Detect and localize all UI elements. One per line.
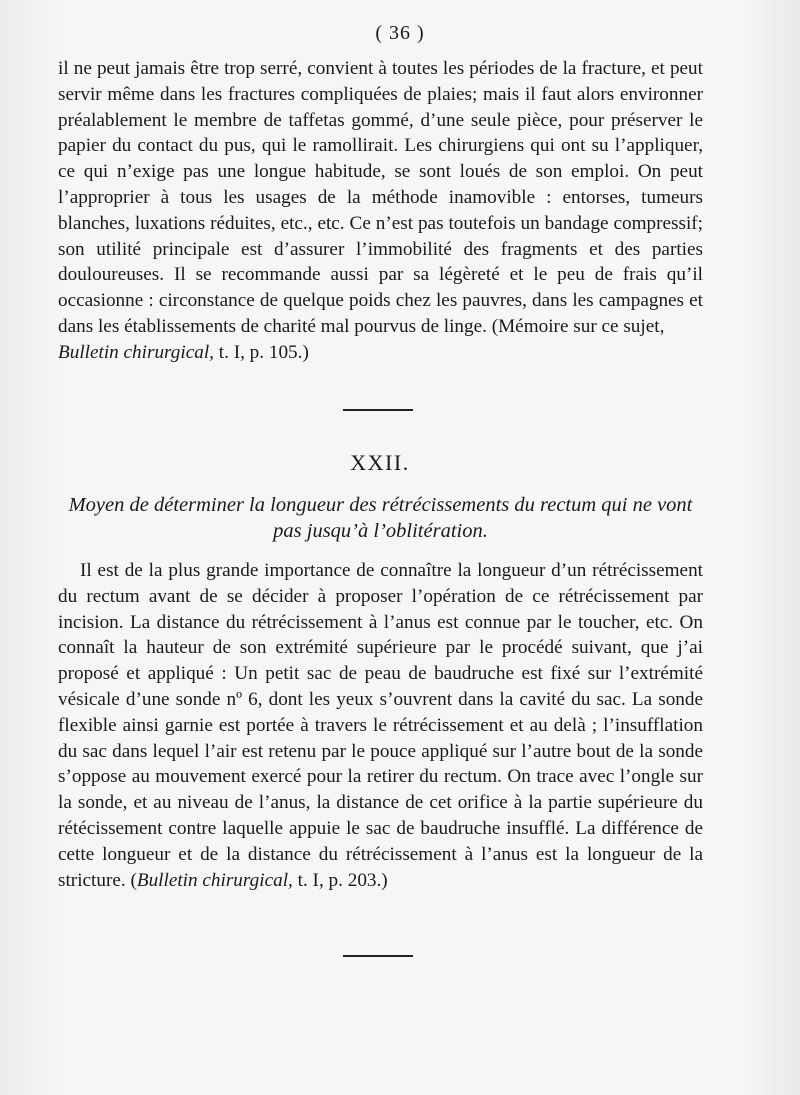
section-title: Moyen de déterminer la longueur des rétrécissements du rectum qui ne vont pas jusqu’à l’oblitération. xyxy=(68,494,693,542)
citation-2-title: Bulletin chirurgical, xyxy=(136,869,293,891)
citation-1-title: Bulletin chirurgical, xyxy=(58,341,214,363)
citation-2-ref: t. I, p. 203.) xyxy=(292,869,388,891)
paragraph-1 xyxy=(58,56,703,366)
section-number: XXII. xyxy=(350,450,410,475)
paragraph-2-text: Il est de la plus grande importance de connaître la longueur d’un rétrécissement du rectum avant de se décider à proposer l’opération de ce rétrécissement par incision. La distance du rétrécissement à l’anus est connue par le toucher, etc. On connaît la hauteur de son extrémité supérieure par le procédé suivant, que j’ai proposé et appliqué : Un petit sac de peau de baudruche est fixé sur l’extrémité vésicale d’une sonde nº 6, dont les yeux s’ouvrent dans la cavité du sac. La sonde flexible ainsi garnie est portée à travers le rétrécissement et au delà ; l’insufflation du sac dans lequel l’air est retenu par le pouce appliqué sur l’autre bout de la sonde s’oppose au mouvement exercé pour la retirer du rectum. On trace avec l’ongle sur la sonde, et au niveau de l’anus, la distance de cet orifice à la partie supérieure du rétécissement contre laquelle appuie le sac de baudruche insufflé. La différence de cette longueur et de la distance du rétrécissement à l’anus est la longueur de la stricture. ( xyxy=(58,560,703,891)
paragraph-2 xyxy=(58,558,703,893)
separator-rule-top xyxy=(343,409,413,411)
citation-1-ref: t. I, p. 105.) xyxy=(213,341,309,363)
paragraph-1-text: il ne peut jamais être trop serré, convient à toutes les périodes de la fracture, et peut servir même dans les fractures compliquées de plaies; mais il faut alors environner préalablement le membre de taffetas gommé, d’une seule pièce, pour préserver le papier du contact du pus, qui le ramollirait. Les chirurgiens qui ont su l’appliquer, ce qui n’exige pas une longue habitude, se sont loués de son emploi. On peut l’approprier à tous les usages de la méthode inamovible : entorses, tumeurs blanches, luxations réduites, etc., etc. Ce n’est pas toutefois un bandage compressif; son utilité principale est d’assurer l’immobilité des fragments et des parties douloureuses. Il se recommande aussi par sa légèreté et le peu de frais qu’il occasionne : circonstance de quelque poids chez les pauvres, dans les campagnes et dans les établissements de charité mal pourvus de linge. (Mémoire sur ce sujet, xyxy=(58,58,703,337)
page-number: ( 36 ) xyxy=(375,22,425,44)
separator-rule-bottom xyxy=(343,955,413,957)
